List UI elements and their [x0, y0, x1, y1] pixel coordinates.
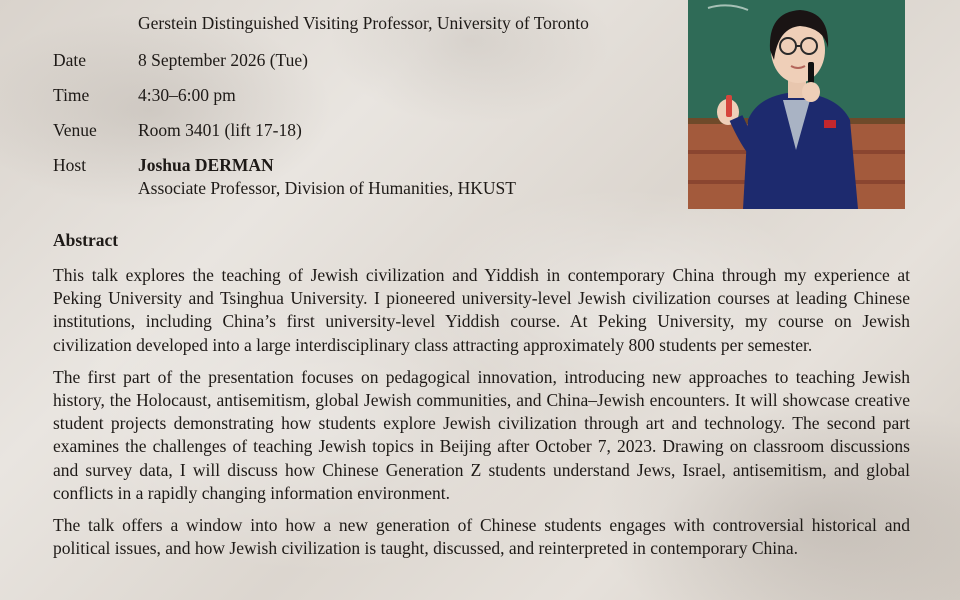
date-row	[53, 49, 653, 72]
time-value: 4:30–6:00 pm	[138, 85, 236, 105]
date-value: 8 September 2026 (Tue)	[138, 50, 308, 70]
time-label: Time	[53, 85, 90, 105]
speaker-portrait-icon	[688, 0, 905, 209]
host-info	[138, 154, 653, 200]
venue-label: Venue	[53, 120, 97, 140]
speaker-photo	[688, 0, 905, 209]
host-name: Joshua DERMAN	[138, 155, 274, 175]
venue-row	[53, 119, 653, 142]
abstract-heading: Abstract	[53, 230, 119, 250]
time-row	[53, 84, 653, 107]
date-label: Date	[53, 50, 87, 70]
host-row	[53, 154, 653, 200]
event-details	[53, 49, 653, 200]
abstract-paragraph-1: This talk explores the teaching of Jewish civilization and Yiddish in contemporary China through my experience at Peking University and Tsinghua University. I pioneered university-level Jewish civilization courses at leading Chinese institutions, including China’s first university-level Yiddish course. At Peking University, my course on Jewish civilization developed into a large interdisciplinary class attracting approximately 800 students per semester.	[53, 265, 910, 355]
host-title: Associate Professor, Division of Humanities, HKUST	[138, 178, 516, 198]
host-label: Host	[53, 155, 87, 175]
abstract-paragraph-2: The first part of the presentation focuses on pedagogical innovation, introducing new approaches to teaching Jewish history, the Holocaust, antisemitism, global Jewish communities, and China–Jewish encounters. It will showcase creative student projects demonstrating how students explore Jewish civilization through art and technology. The second part examines the challenges of teaching Jewish topics in Beijing after October 7, 2023. Drawing on classroom discussions and survey data, I will discuss how Chinese Generation Z students understand Jews, Israel, antisemitism, and global conflicts in a rapidly changing information environment.	[53, 366, 910, 503]
speaker-affiliation: Gerstein Distinguished Visiting Professor, University of Toronto	[138, 13, 589, 33]
abstract-section	[53, 229, 910, 569]
abstract-paragraph-3: The talk offers a window into how a new generation of Chinese students engages with controversial historical and political issues, and how Jewish civilization is taught, discussed, and reinterpreted in contemporary China.	[53, 515, 910, 559]
venue-value: Room 3401 (lift 17-18)	[138, 120, 302, 140]
